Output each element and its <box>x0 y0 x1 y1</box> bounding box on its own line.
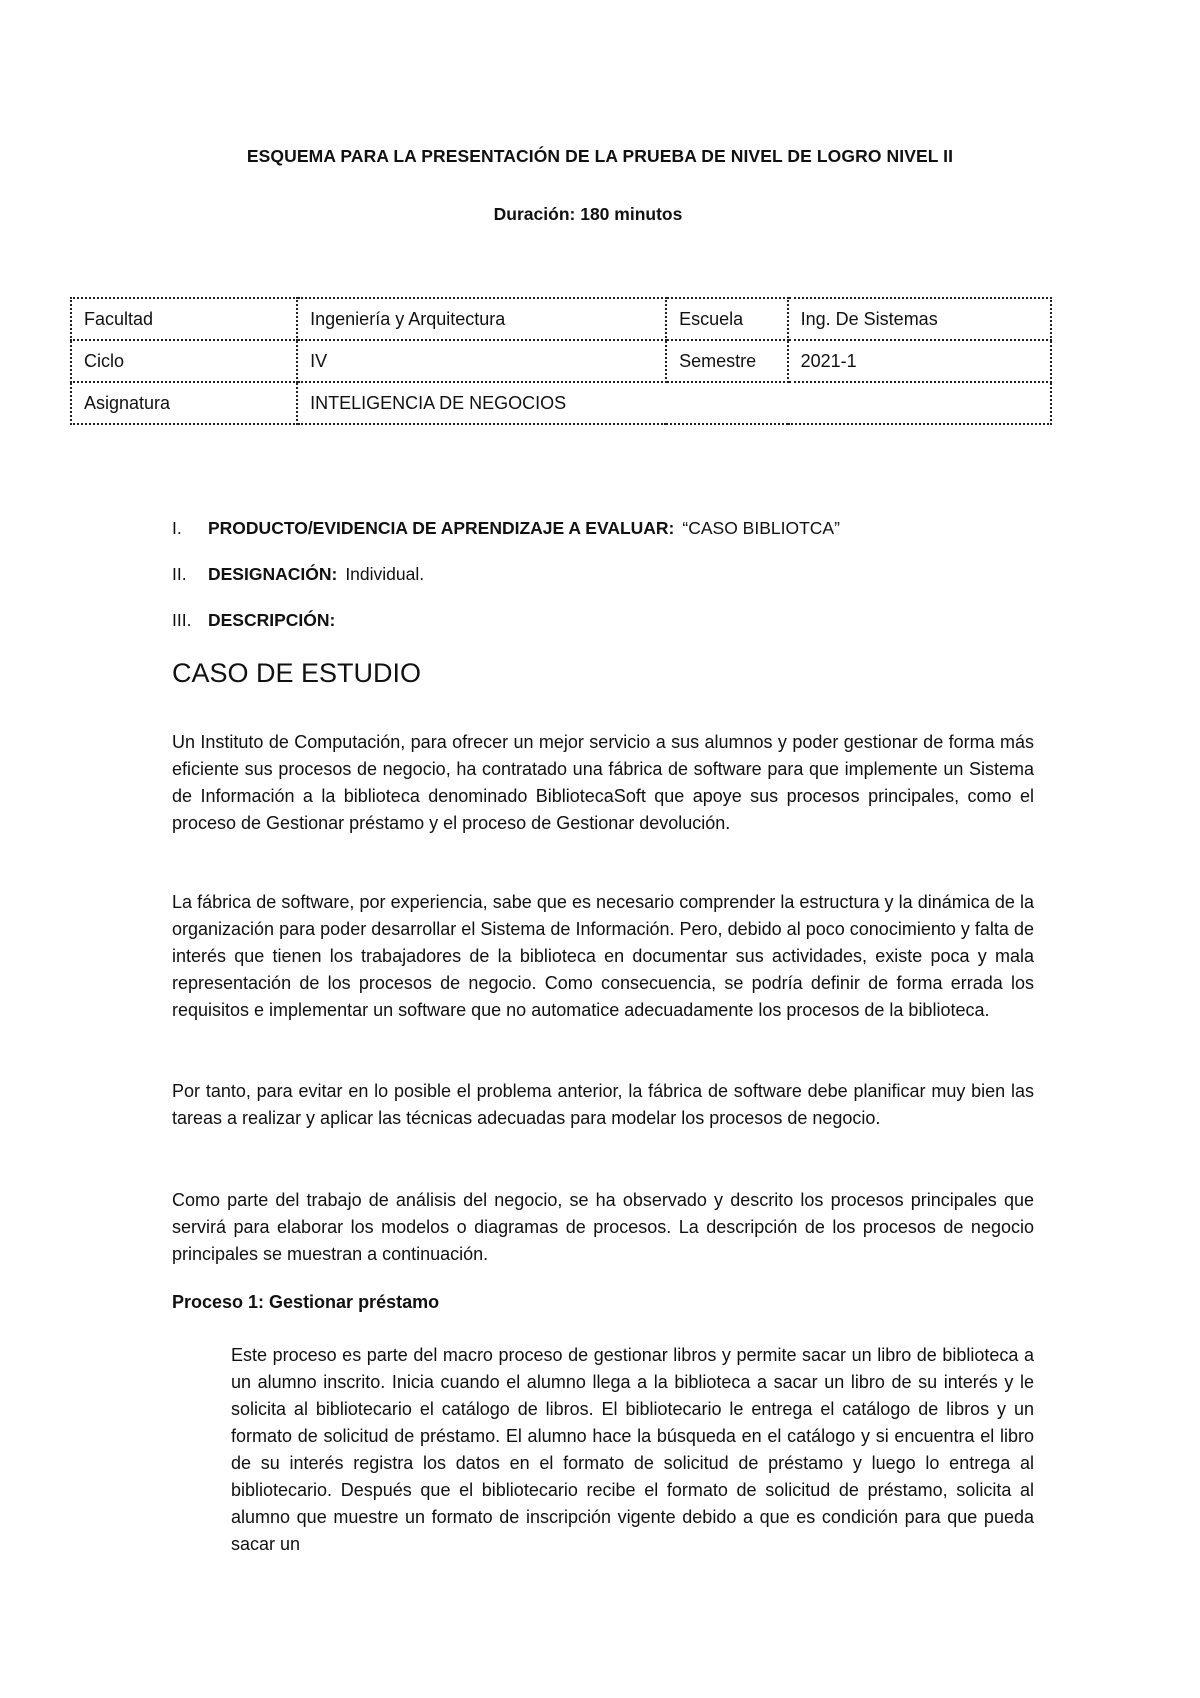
table-cell: Semestre <box>666 340 788 382</box>
case-heading: CASO DE ESTUDIO <box>172 658 422 688</box>
table-cell: IV <box>297 340 666 382</box>
table-cell: 2021-1 <box>788 340 1051 382</box>
table-cell: INTELIGENCIA DE NEGOCIOS <box>297 382 1051 424</box>
table-row <box>71 382 1051 424</box>
table-cell: Ing. De Sistemas <box>788 298 1051 340</box>
section-value: Individual. <box>345 564 425 584</box>
table-cell: Ciclo <box>71 340 297 382</box>
section-item <box>172 564 840 610</box>
document-title: ESQUEMA PARA LA PRESENTACIÓN DE LA PRUEBA DE NIVEL DE LOGRO NIVEL II <box>246 146 954 166</box>
section-item <box>172 518 840 564</box>
section-label: PRODUCTO/EVIDENCIA DE APRENDIZAJE A EVALUAR: <box>208 518 675 538</box>
table-cell: Escuela <box>666 298 788 340</box>
process-heading: Proceso 1: Gestionar préstamo <box>172 1292 440 1312</box>
section-label: DESCRIPCIÓN: <box>208 610 336 630</box>
table-row <box>71 340 1051 382</box>
section-label: DESIGNACIÓN: <box>208 564 338 584</box>
case-paragraph: Un Instituto de Computación, para ofrecer un mejor servicio a sus alumnos y poder gestionar de forma más eficiente sus procesos de negocio, ha contratado una fábrica de software para que implemente un Sistema de Información a la biblioteca denominado BibliotecaSoft que apoye sus procesos principales, como el proceso de Gestionar préstamo y el proceso de Gestionar devolución. <box>172 732 1034 833</box>
section-value: “CASO BIBLIOTCA” <box>682 518 840 538</box>
table-cell: Ingeniería y Arquitectura <box>297 298 666 340</box>
section-number: II. <box>172 564 187 584</box>
section-number: I. <box>172 518 182 538</box>
section-list <box>172 518 840 656</box>
case-paragraph: La fábrica de software, por experiencia, sabe que es necesario comprender la estructura y la dinámica de la organización para poder desarrollar el Sistema de Información. Pero, debido al poco conocimiento y falta de interés que tienen los trabajadores de la biblioteca en documentar sus actividades, existe poca y mala representación de los procesos de negocio. Como consecuencia, se podría definir de forma errada los requisitos e implementar un software que no automatice adecuadamente los procesos de la biblioteca. <box>172 892 1034 1020</box>
table-cell: Facultad <box>71 298 297 340</box>
section-number: III. <box>172 610 192 630</box>
section-item <box>172 610 840 656</box>
course-info-table <box>70 297 1052 425</box>
case-paragraph: Como parte del trabajo de análisis del negocio, se ha observado y descrito los procesos principales que servirá para elaborar los modelos o diagramas de procesos. La descripción de los procesos de negocio principales se muestran a continuación. <box>172 1190 1034 1264</box>
table-cell: Asignatura <box>71 382 297 424</box>
document-duration: Duración: 180 minutos <box>493 204 683 224</box>
case-paragraph: Por tanto, para evitar en lo posible el problema anterior, la fábrica de software debe planificar muy bien las tareas a realizar y aplicar las técnicas adecuadas para modelar los procesos de negocio. <box>172 1081 1034 1128</box>
table-row <box>71 298 1051 340</box>
process-body: Este proceso es parte del macro proceso de gestionar libros y permite sacar un libro de biblioteca a un alumno inscrito. Inicia cuando el alumno llega a la biblioteca a sacar un libro de su interés y le solicita al bibliotecario el catálogo de libros. El bibliotecario le entrega el catálogo de libros y un formato de solicitud de préstamo. El alumno hace la búsqueda en el catálogo y si encuentra el libro de su interés registra los datos en el formato de solicitud de préstamo y luego lo entrega al bibliotecario. Después que el bibliotecario recibe el formato de solicitud de préstamo, solicita al alumno que muestre un formato de inscripción vigente debido a que es condición para que pueda sacar un <box>231 1345 1034 1554</box>
